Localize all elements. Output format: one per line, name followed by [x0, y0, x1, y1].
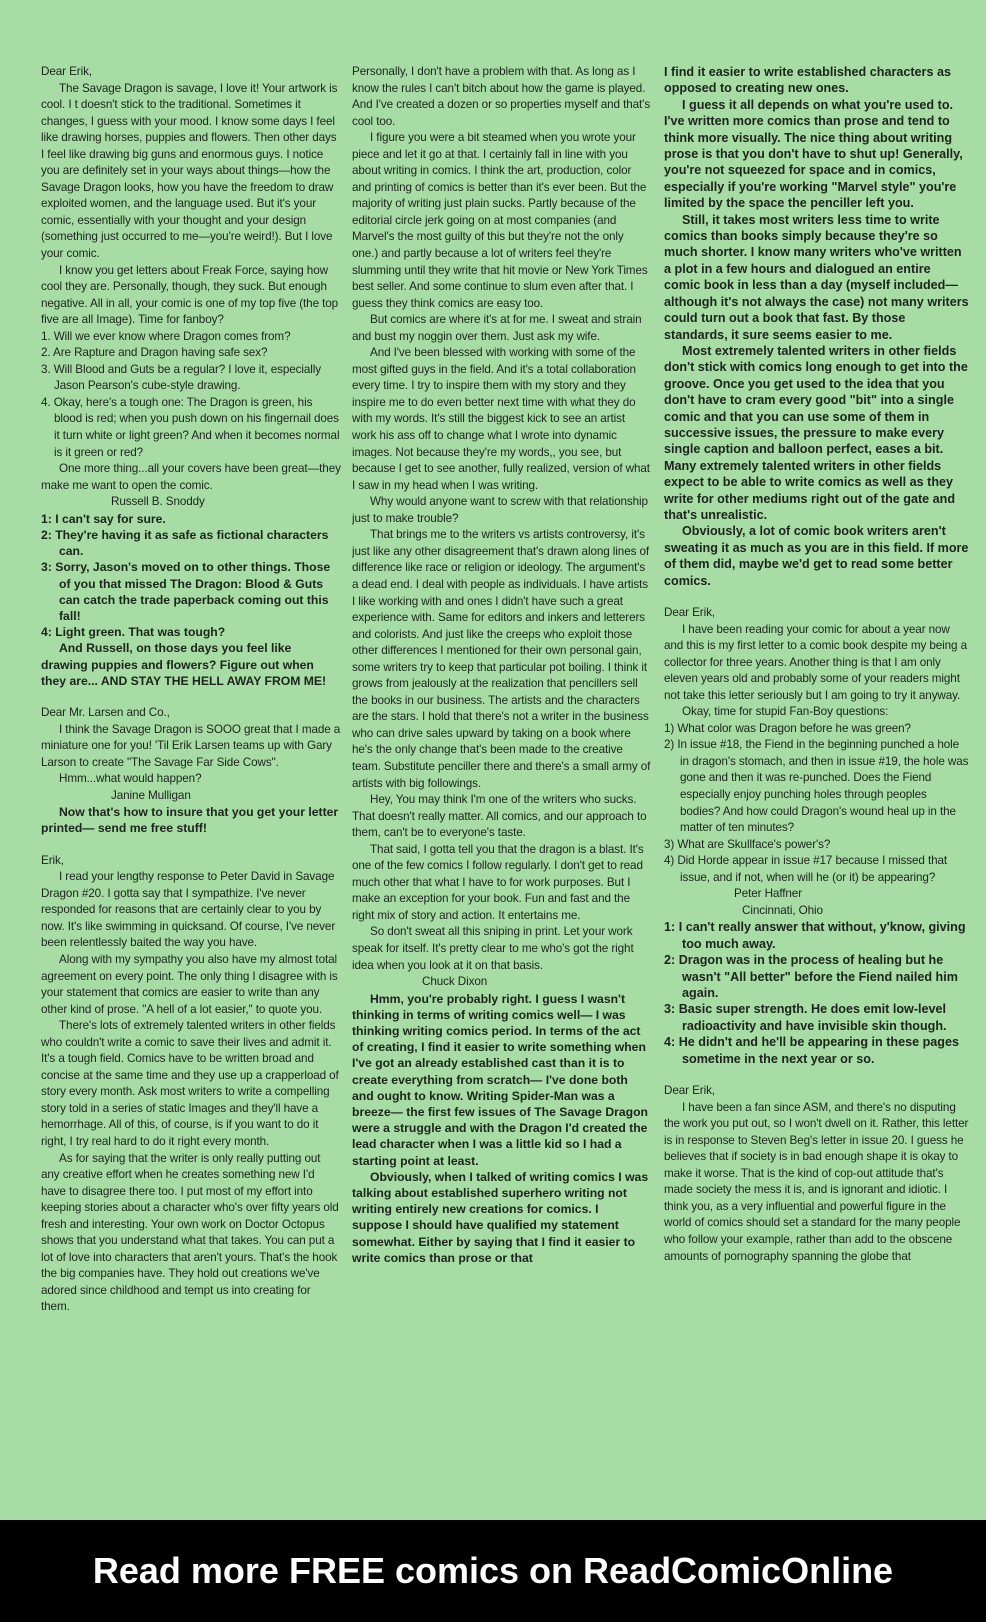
letter-question: 4) Did Horde appear in issue #17 because I missed that issue, and if not, when will he (or it) be appearing? [664, 854, 948, 884]
letter-salutation: Dear Erik, [41, 65, 92, 78]
reply-answer: 3: Sorry, Jason's moved on to other things. Those of you that missed The Dragon: Blood & Guts can catch the trade paperback coming out this fall! [41, 560, 331, 623]
letter-question: 1. Will we ever know where Dragon comes from? [41, 329, 291, 343]
letter-paragraph: Hmm...what would happen? [59, 772, 202, 786]
letter-paragraph: The Savage Dragon is savage, I love it! Your artwork is cool. I t doesn't stick to the traditional. Sometimes it changes, I guess with your mood. I know some days I feel like drawing horses, puppies and flowers. Then other days I feel like drawing big guns and enormous guys. I notice you are definitely set in your ways about things—how the Savage Dragon looks, how you have the freedom to draw exploited women, and the language used. But it's your comic, essentially with your thought and your design (something just occurred to me—you're weird!). But I love your comic. [41, 81, 338, 261]
letter-salutation: Dear Mr. Larsen and Co., [41, 706, 170, 719]
letter-paragraph: I think the Savage Dragon is SOOO great that I made a miniature one for you! 'Til Erik Larsen teams up with Gary Larson to create "The Savage Far Side Cows". [41, 722, 341, 769]
letter-paragraph: I have been a fan since ASM, and there's no disputing the work you put out, so I won't dwell on it. Rather, this letter is in response to Steven Beg's letter in issue 20. I guess he believes that if society is in bad enough shape it is okay to make it worse. That is the kind of cop-out attitude that's made society the mess it is, and is ignorant and idiotic. I think you, as a very influential and powerful figure in the world of comics should set a standard for the many people who follow your example, rather than add to the obscene amounts of pornography spanning the globe that [664, 1100, 969, 1263]
letter-question: 3) What are Skullface's power's? [664, 837, 831, 851]
column-1 [41, 64, 341, 1504]
letter-salutation: Dear Erik, [664, 606, 715, 619]
reply-paragraph: I guess it all depends on what you're used to. I've written more comics than prose and tend to think more visually. The nice thing about writing prose is that you don't have to shut up! Generally, you're not squeezed for space and in comics, especially if you're working "Marvel style" you're limited by the space the penciller left you. [664, 97, 963, 211]
letter-question: 2) In issue #18, the Fiend in the beginning punched a hole in dragon's stomach, and then in issue #19, the hole was gone and then it was re-punched. Does the Fiend especially enjoy punching holes through peoples bodies? And how could Dragon's wound heal up in the matter of ten minutes? [664, 738, 969, 835]
letter-signature: Janine Mulligan [111, 788, 191, 802]
footer-banner: Read more FREE comics on ReadComicOnline [0, 1520, 986, 1622]
reply-paragraph: Most extremely talented writers in other fields don't stick with comics long enough to get into the groove. Once you get used to the idea that you don't have to cram every good "bit" into a single comic and that you can use some of them in successive issues, the pressure to make every single caption and balloon perfect, eases a bit. Many extremely talented writers in other fields expect to be able to write comics as well as they write for other mediums right out of the gate and that's unrealistic. [664, 343, 968, 522]
letter-location: Cincinnati, Ohio [742, 903, 823, 917]
letter-question: 1) What color was Dragon before he was green? [664, 721, 911, 735]
letter-paragraph: But comics are where it's at for me. I sweat and strain and bust my noggin over them. Just ask my wife. [352, 313, 642, 343]
reply-answer: 2: Dragon was in the process of healing but he wasn't "All better" before the Fiend nailed him again. [664, 953, 958, 1001]
reply-paragraph: Obviously, a lot of comic book writers aren't sweating it as much as you are in this field. If more of them did, maybe we'd get to read some better comics. [664, 524, 969, 588]
letter-paragraph: Okay, time for stupid Fan-Boy questions: [682, 705, 889, 719]
letter-paragraph: Personally, I don't have a problem with that. As long as I know the rules I can't bitch about how the game is played. And I've created a dozen or so properties myself and that's cool too. [352, 65, 651, 128]
letter-paragraph: I figure you were a bit steamed when you wrote your piece and let it go at that. I certainly fall in line with you about writing in comics. I think the art, production, color and printing of comics is better than it's ever been. But the majority of writing just plain sucks. Partly because of the editorial circle jerk going on at most companies (and Marvel's the most guilty of this but they're not the only one.) and partly because a lot of writers feel they're slumming until they write that hit movie or New York Times best seller. And some continue to slum even after that. I guess they think comics are easy too. [352, 131, 648, 310]
letter-question: 2. Are Rapture and Dragon having safe sex? [41, 346, 268, 360]
letter-paragraph: There's lots of extremely talented writers in other fields who couldn't write a comic to save their lives and admit it. It's a tough field. Comics have to be written broad and concise at the same time and they use up a crapperload of story every month. Ask most writers to write a compelling story told in a series of static Images and they'll have a hemorrhage. All of this, of course, is if you want to do it right, I try real hard to do it right every month. [41, 1019, 339, 1148]
column-2 [352, 64, 652, 1504]
reply-answer: 4: He didn't and he'll be appearing in these pages sometime in the next year or so. [664, 1035, 959, 1066]
letter-paragraph: Along with my sympathy you also have my almost total agreement on every point. The only thing I disagree with is your statement that comics are easier to write than any other kind of prose. "A hell of a lot easier," to quote you. [41, 952, 338, 1016]
reply-answer: 4: Light green. That was tough? [41, 625, 226, 640]
reply-paragraph: Now that's how to insure that you get your letter printed— send me free stuff! [41, 805, 339, 836]
letter-paragraph: I read your lengthy response to Peter David in Savage Dragon #20. I gotta say that I sympathize. I've never responded for reasons that are certainly clear to you by now. It's like swimming in quicksand. Of course, I've never been relentlessly baited the way you have. [41, 870, 336, 950]
reply-answer: 2: They're having it as safe as fictional characters can. [41, 527, 329, 559]
reply-answer: 1: I can't say for sure. [41, 511, 166, 526]
letter-question: 4. Okay, here's a tough one: The Dragon is green, his blood is red; when you push down on his fingernail does it turn white or light green? And when it becomes normal is it green or red? [41, 395, 340, 459]
letter-signature: Peter Haffner [734, 887, 802, 901]
reply-paragraph: Obviously, when I talked of writing comics I was talking about established superhero writing not writing entirely new creations for comics. I suppose I should have qualified my statement somewhat. Either by saying that I find it easier to write comics than prose or that [352, 1169, 649, 1265]
letter-paragraph: Hey, You may think I'm one of the writers who sucks. That doesn't really matter. All comics, and our approach to them, can't be to everyone's taste. [352, 793, 647, 840]
letter-paragraph: That said, I gotta tell you that the dragon is a blast. It's one of the few comics I follow regularly. I don't get to read much other that what I have to for work purposes. But I make an exception for your book. Fun and fast and the right mix of story and action. It entertains me. [352, 842, 644, 922]
letter-paragraph: As for saying that the writer is only really putting out any creative effort when he creates something new I'd have to disagree there too. I put most of my effort into keeping stories about a character who's over fifty years old fresh and interesting. Your own work on Doctor Octopus shows that you understand what that takes. You can put a lot of love into characters that aren't yours. That's the hook the big companies have. They hold out creations we've adored since childhood and tempt us into creating for them. [41, 1151, 339, 1314]
letter-paragraph: One more thing...all your covers have been great—they make me want to open the comic. [41, 462, 341, 492]
letter-paragraph: And I've been blessed with working with some of the most gifted guys in the field. And it's a total collaboration every time. I try to inspire them with my story and they inspire me to do even better next time with what they do with my words. It's still the biggest kick to see an artist work his ass off to change what I wrote into dynamic images. Not because they're my words,, you see, but because I get to see another, fully realized, version of what I saw in my head when I was writing. [352, 346, 650, 492]
letter-paragraph: I know you get letters about Freak Force, saying how cool they are. Personally, though, they suck. But enough negative. All in all, your comic is one of my top five (the top five are all Image). Time for fanboy? [41, 263, 339, 327]
reply-paragraph: And Russell, on those days you feel like drawing puppies and flowers? Figure out when they are... AND STAY THE HELL AWAY FROM ME! [41, 641, 327, 688]
letter-signature: Chuck Dixon [422, 975, 488, 989]
column-3 [664, 64, 970, 1504]
reply-paragraph: Hmm, you're probably right. I guess I wasn't thinking in terms of writing comics well— I was thinking writing comics period. In terms of the act of creating, I find it easier to write something when I've got an already established cast than it is to create everything from scratch— I've done both and ought to know. Writing Spider-Man was a breeze— the first few issues of The Savage Dragon were a struggle and with the Dragon I'd created the lead character when I was a little kid so I had a starting point at least. [352, 991, 648, 1168]
letter-paragraph: I have been reading your comic for about a year now and this is my first letter to a comic book despite my being a collector for three years. Another thing is that I am only eleven years old and probably some of your readers might not take this letter seriously but I am going to try it anyway. [664, 622, 968, 702]
letter-signature: Russell B. Snoddy [111, 495, 205, 509]
letter-question: 3. Will Blood and Guts be a regular? I love it, especially Jason Pearson's cube-style drawing. [41, 362, 322, 393]
reply-paragraph: Still, it takes most writers less time to write comics than books simply because they're so much shorter. I know many writers who've written a plot in a few hours and dialogued an entire comic book in less than a day (myself included— although it's not always the case) not many writers could turn out a book that fast. By those standards, it sure seems easier to me. [664, 212, 969, 342]
letter-paragraph: Why would anyone want to screw with that relationship just to make trouble? [352, 495, 648, 525]
letter-salutation: Dear Erik, [664, 1084, 715, 1098]
letter-paragraph: That brings me to the writers vs artists controversy, it's just like any other disagreement that's drawn along lines of difference like race or religion or ideology. The argument's a dead end. I deal with people as individuals. I have artists I like working with and ones I didn't have such a great experience with. Same for editors and inkers and letterers and colorists. And just like the creeps who exploit those other differences I mentioned for their own personal gain, some writers try to keep that particular pot boiling. I think it grows from jealously at the realization that pencillers sell the books in our business. The artists and the characters are the stars. I hold that there's not a writer in the business who can drive sales upward by taking on a book where he's the only change that's been made to the creative team. Substitute penciller there and there's a small army of artists with big followings. [352, 528, 651, 790]
reply-paragraph: I find it easier to write established characters as opposed to creating new ones. [664, 65, 951, 96]
letter-salutation: Erik, [41, 853, 64, 867]
reply-answer: 1: I can't really answer that without, y'know, giving too much away. [664, 920, 966, 951]
letter-paragraph: So don't sweat all this sniping in print. Let your work speak for itself. It's pretty clear to me who's got the right idea when you look at it on that basis. [352, 925, 634, 972]
reply-answer: 3: Basic super strength. He does emit low-level radioactivity and have invisible skin though. [664, 1002, 947, 1033]
